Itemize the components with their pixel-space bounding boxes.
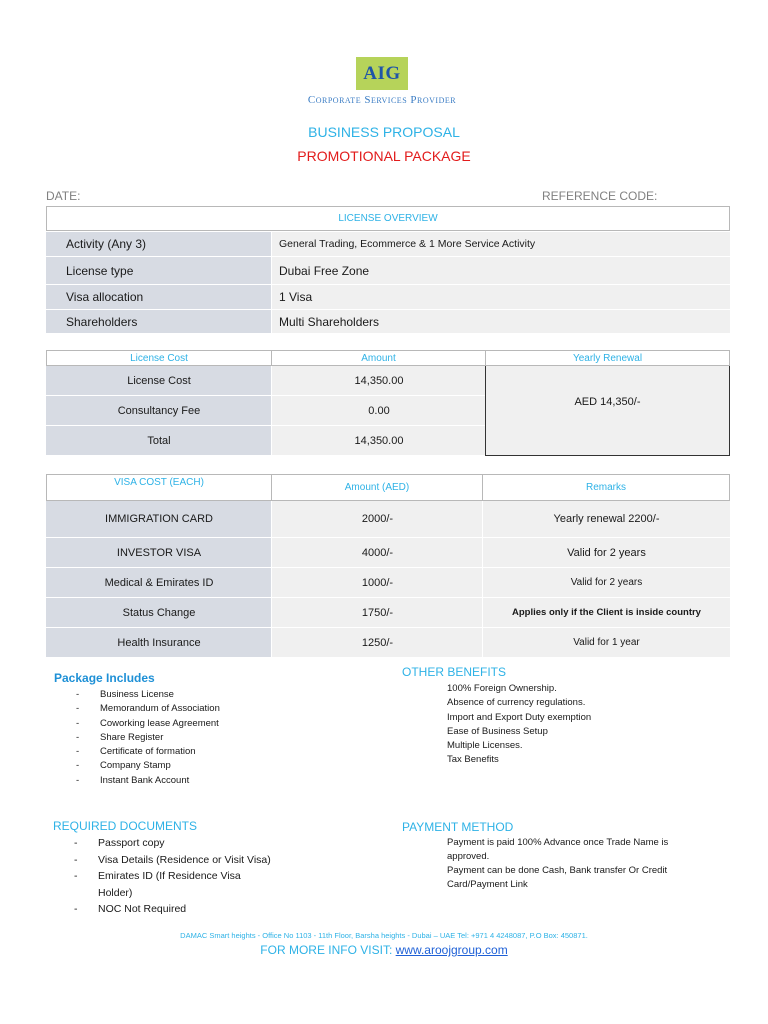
overview-value: Dubai Free Zone	[272, 257, 730, 284]
reference-code-label: REFERENCE CODE:	[542, 189, 658, 203]
license-cost-item: Consultancy Fee	[46, 396, 272, 426]
required-documents-title: REQUIRED DOCUMENTS	[53, 819, 198, 833]
overview-row	[46, 310, 730, 334]
overview-key: License type	[46, 257, 272, 284]
overview-key: Visa allocation	[46, 285, 272, 309]
list-item: 100% Foreign Ownership.	[447, 683, 557, 694]
list-item: - NOC Not Required	[74, 903, 187, 915]
license-cost-item: License Cost	[46, 366, 272, 396]
yearly-renewal-header: Yearly Renewal	[485, 350, 730, 366]
visa-item: Medical & Emirates ID	[46, 568, 272, 598]
visa-amount: 1750/-	[271, 598, 483, 628]
benefits-list	[447, 682, 707, 768]
footer-address: DAMAC Smart heights - Office No 1103 - 11th Floor, Barsha heights - Dubai – UAE Tel: +971 4 4248087, P.O Box: 450871.	[180, 931, 588, 940]
overview-row	[46, 257, 730, 285]
footer-info	[0, 943, 768, 957]
list-item: Ease of Business Setup	[447, 725, 548, 737]
visa-item: Status Change	[46, 598, 272, 628]
proposal-subtitle: PROMOTIONAL PACKAGE	[297, 148, 471, 164]
payment-line: Payment is paid 100% Advance once Trade Name is approved.	[447, 837, 669, 862]
amount-header: Amount	[271, 350, 486, 366]
overview-value: 1 Visa	[272, 285, 730, 309]
list-item: Import and Export Duty exemption	[447, 711, 592, 723]
documents-list	[74, 835, 294, 918]
list-item: - Emirates ID (If Residence Visa Holder)	[74, 870, 241, 899]
visa-amount: 1250/-	[271, 628, 483, 658]
license-cost-amount: 14,350.00	[271, 426, 486, 456]
logo-mark: AIG	[363, 63, 401, 84]
visa-remark: Valid for 1 year	[482, 628, 730, 658]
visa-amount: 1000/-	[271, 568, 483, 598]
logo-tagline: Corporate Services Provider	[307, 94, 457, 106]
visa-amount-header: Amount (AED)	[271, 474, 483, 501]
website-link[interactable]: www.aroojgroup.com	[395, 943, 508, 957]
visa-remarks-header: Remarks	[482, 474, 730, 501]
overview-value: General Trading, Ecommerce & 1 More Service Activity	[272, 232, 730, 256]
list-item: - Passport copy	[74, 837, 165, 849]
license-cost-header: License Cost	[46, 350, 272, 366]
list-item: Absence of currency regulations.	[447, 697, 586, 709]
visa-remark: Valid for 2 years	[482, 538, 730, 568]
list-item: - Business License	[76, 689, 174, 700]
list-item: Multiple Licenses.	[447, 740, 523, 752]
payment-method-title: PAYMENT METHOD	[402, 820, 514, 834]
visa-remark: Yearly renewal 2200/-	[482, 501, 730, 538]
list-item: - Certificate of formation	[76, 746, 196, 758]
list-item: - Memorandum of Association	[76, 703, 220, 715]
proposal-title: BUSINESS PROPOSAL	[308, 124, 460, 140]
date-label: DATE:	[46, 189, 81, 203]
list-item: - Visa Details (Residence or Visit Visa)	[74, 853, 271, 866]
visa-cost-header: VISA COST (EACH)	[46, 474, 272, 501]
visa-item: Health Insurance	[46, 628, 272, 658]
license-cost-amount: 0.00	[271, 396, 486, 426]
yearly-renewal-value: AED 14,350/-	[485, 366, 730, 456]
list-item: - Coworking lease Agreement	[76, 717, 219, 729]
overview-key: Shareholders	[46, 310, 272, 333]
payment-text	[447, 836, 692, 892]
list-item: - Share Register	[76, 731, 164, 743]
list-item: - Company Stamp	[76, 760, 171, 772]
company-logo	[356, 57, 408, 90]
overview-row	[46, 285, 730, 310]
visa-amount: 4000/-	[271, 538, 483, 568]
overview-key: Activity (Any 3)	[46, 232, 272, 256]
visa-amount: 2000/-	[271, 501, 483, 538]
other-benefits-title: OTHER BENEFITS	[402, 665, 507, 679]
license-cost-amount: 14,350.00	[271, 366, 486, 396]
visa-remark: Valid for 2 years	[482, 568, 730, 598]
visa-item: IMMIGRATION CARD	[46, 501, 272, 538]
overview-row	[46, 232, 730, 257]
package-includes-title: Package Includes	[54, 671, 155, 685]
visa-remark: Applies only if the Client is inside country	[482, 598, 730, 628]
license-overview-heading: LICENSE OVERVIEW	[46, 206, 730, 231]
payment-line: Payment can be done Cash, Bank transfer Or Credit Card/Payment Link	[447, 865, 668, 890]
package-list	[76, 688, 306, 788]
license-cost-item: Total	[46, 426, 272, 456]
list-item: Tax Benefits	[447, 754, 499, 766]
list-item: - Instant Bank Account	[76, 774, 190, 786]
overview-value: Multi Shareholders	[272, 310, 730, 333]
more-info-label: FOR MORE INFO VISIT:	[260, 943, 393, 957]
visa-item: INVESTOR VISA	[46, 538, 272, 568]
